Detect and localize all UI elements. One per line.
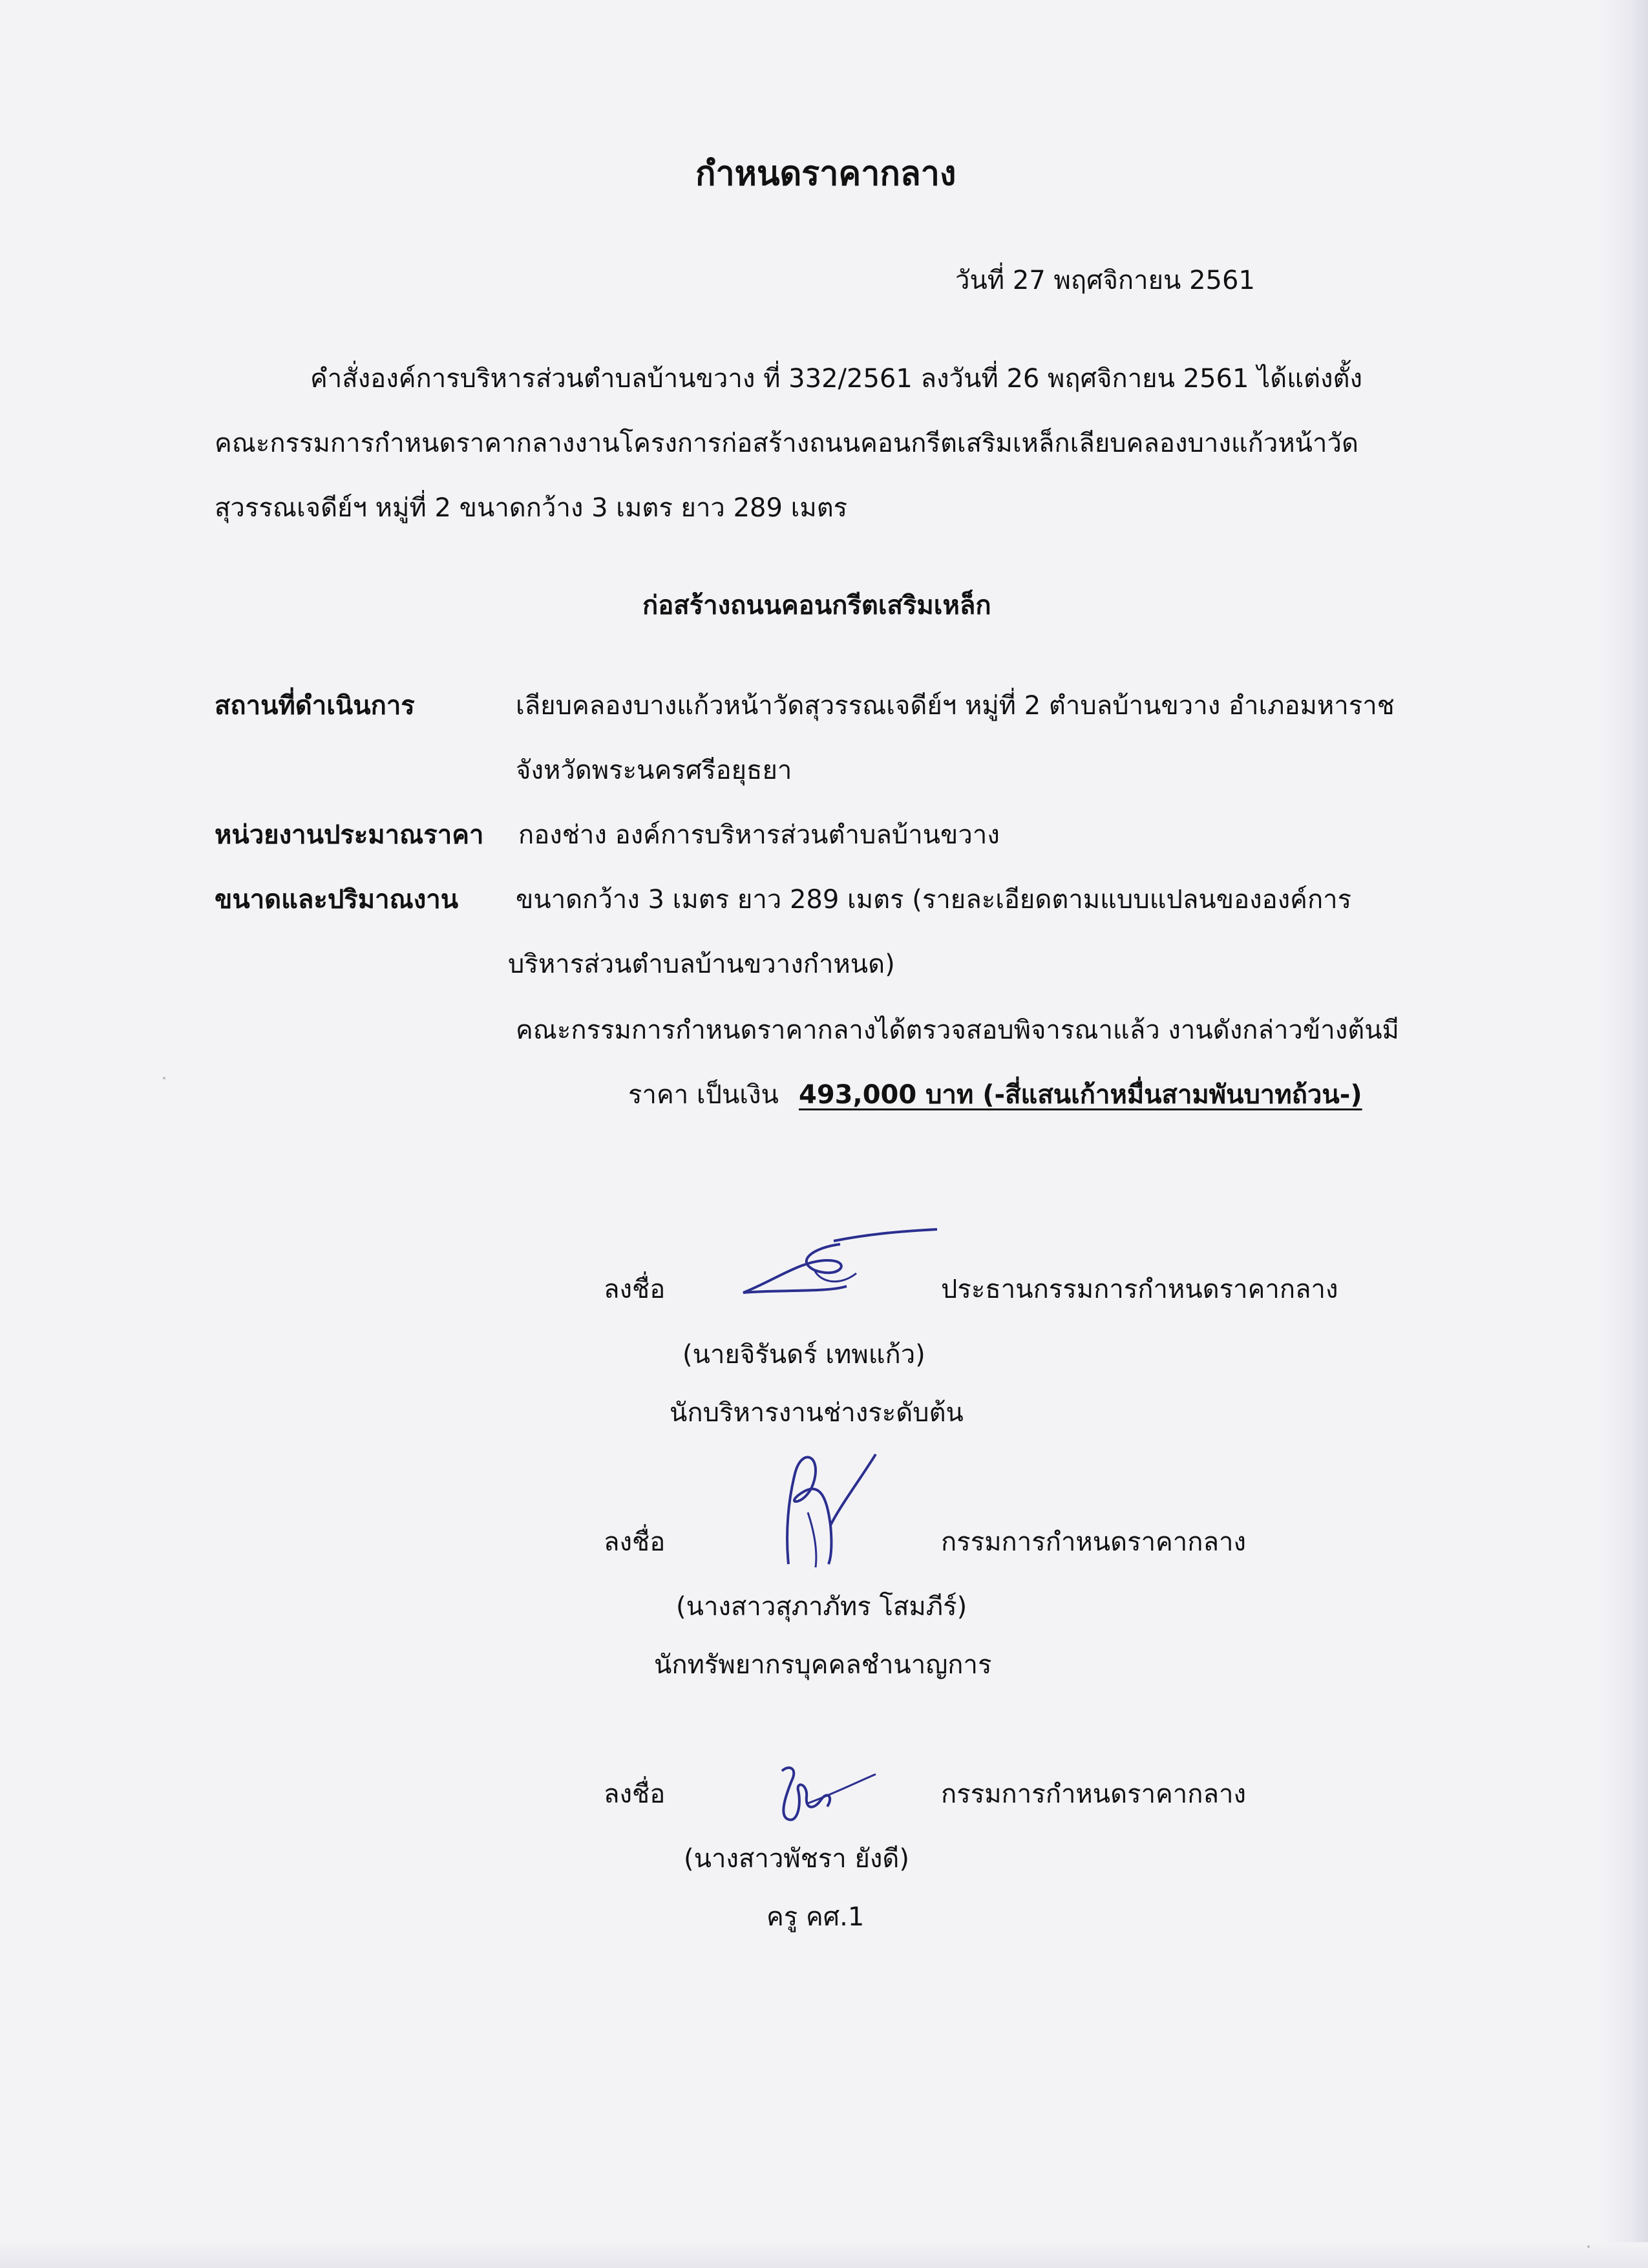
signature-3-icon — [763, 1758, 879, 1829]
size-label: ขนาดและปริมาณงาน — [215, 885, 459, 915]
signer-position-2: นักทรัพยากรบุคคลชำนาญการ — [654, 1650, 992, 1680]
price-prefix: ราคา เป็นเงิน — [628, 1080, 779, 1110]
size-value-line-1: ขนาดกว้าง 3 เมตร ยาว 289 เมตร (รายละเอียดตามแบบแปลนขององค์การ — [516, 885, 1352, 915]
sign-label-2: ลงชื่อ — [604, 1527, 666, 1557]
price-value: 493,000 บาท (-สี่แสนเก้าหมื่นสามพันบาทถ้วน-) — [799, 1080, 1362, 1110]
signer-name-2: (นางสาวสุภาภัทร โสมภีร์) — [676, 1592, 967, 1622]
sign-label-1: ลงชื่อ — [604, 1275, 666, 1304]
scan-speck — [1587, 2245, 1590, 2248]
committee-statement: คณะกรรมการกำหนดราคากลางได้ตรวจสอบพิจารณาแล้ว งานดังกล่าวข้างต้นมี — [516, 1015, 1399, 1045]
signer-position-3: ครู คศ.1 — [766, 1902, 865, 1932]
sign-role-1: ประธานกรรมการกำหนดราคากลาง — [941, 1275, 1338, 1304]
signature-2-icon — [769, 1441, 885, 1571]
page-bottom-shadow — [0, 2242, 1648, 2268]
location-label: สถานที่ดำเนินการ — [215, 691, 415, 721]
signer-name-1: (นายจิรันดร์ เทพแก้ว) — [682, 1340, 925, 1370]
scan-speck — [163, 1077, 165, 1079]
size-value-line-2: บริหารส่วนตำบลบ้านขวางกำหนด) — [508, 949, 895, 979]
location-value-line-2: จังหวัดพระนครศรีอยุธยา — [516, 756, 792, 785]
section-title: ก่อสร้างถนนคอนกรีตเสริมเหล็ก — [642, 591, 991, 620]
sign-role-3: กรรมการกำหนดราคากลาง — [941, 1779, 1246, 1809]
intro-line-2: คณะกรรมการกำหนดราคากลางงานโครงการก่อสร้างถนนคอนกรีตเสริมเหล็กเลียบคลองบางแก้วหน้าวัด — [215, 429, 1358, 458]
location-value-line-1: เลียบคลองบางแก้วหน้าวัดสุวรรณเจดีย์ฯ หมู่ที่ 2 ตำบลบ้านขวาง อำเภอมหาราช — [516, 691, 1395, 721]
sign-role-2: กรรมการกำหนดราคากลาง — [941, 1527, 1246, 1557]
agency-value: กองช่าง องค์การบริหารส่วนตำบลบ้านขวาง — [518, 820, 1000, 850]
document-title: กำหนดราคากลาง — [695, 154, 956, 193]
intro-line-1: คำสั่งองค์การบริหารส่วนตำบลบ้านขวาง ที่ 332/2561 ลงวันที่ 26 พฤศจิกายน 2561 ได้แต่งตั้ง — [310, 364, 1363, 394]
page-edge-shadow — [1603, 0, 1648, 2268]
signer-position-1: นักบริหารงานช่างระดับต้น — [670, 1398, 964, 1428]
sign-label-3: ลงชื่อ — [604, 1779, 666, 1809]
document-date: วันที่ 27 พฤศจิกายน 2561 — [955, 266, 1255, 295]
intro-line-3: สุวรรณเจดีย์ฯ หมู่ที่ 2 ขนาดกว้าง 3 เมตร ยาว 289 เมตร — [215, 493, 848, 523]
signature-1-icon — [737, 1222, 944, 1312]
agency-label: หน่วยงานประมาณราคา — [215, 820, 484, 850]
signer-name-3: (นางสาวพัชรา ยังดี) — [684, 1844, 910, 1874]
